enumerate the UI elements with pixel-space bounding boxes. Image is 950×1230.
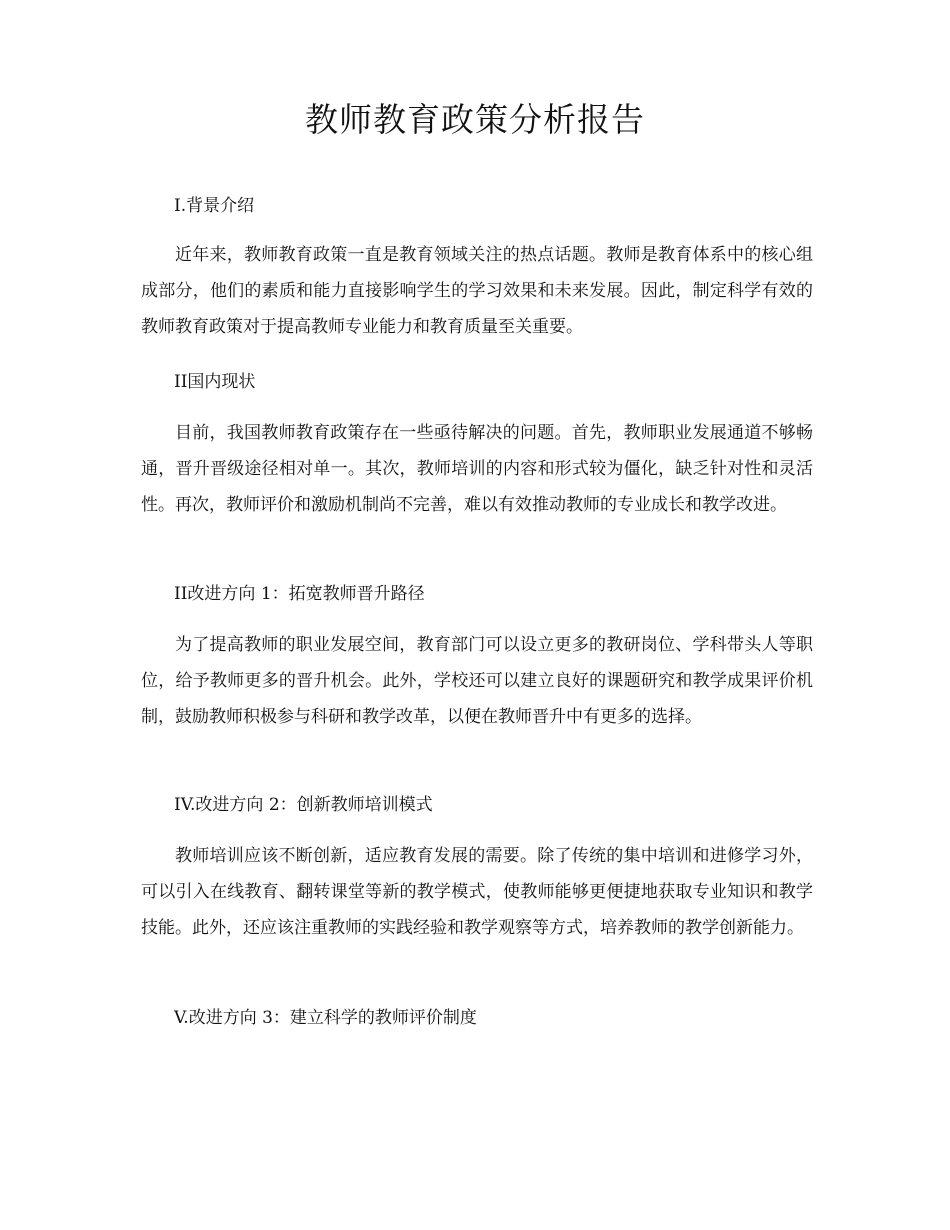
section-body-direction-1: 为了提高教师的职业发展空间，教育部门可以设立更多的教研岗位、学科带头人等职位，给予教师更多的晋升机会。此外，学校还可以建立良好的课题研究和教学成果评价机制，鼓励教师积极参与科研和教学改革，以便在教师晋升中有更多的选择。: [141, 635, 813, 728]
section-body-domestic-status: 目前，我国教师教育政策存在一些亟待解决的问题。首先，教师职业发展通道不够畅通，晋升晋级途径相对单一。其次，教师培训的内容和形式较为僵化，缺乏针对性和灵活性。再次，教师评价和激励机制尚不完善，难以有效推动教师的专业成长和教学改进。: [141, 423, 813, 516]
page-title: 教师教育政策分析报告: [305, 100, 645, 139]
section-body-direction-2: 教师培训应该不断创新，适应教育发展的需要。除了传统的集中培训和进修学习外，可以引入在线教育、翻转课堂等新的教学模式，使教师能够更便捷地获取专业知识和教学技能。此外，还应该注重教师的实践经验和教学观察等方式，培养教师的教学创新能力。: [141, 846, 813, 939]
section-heading-direction-3: V.改进方向 3：建立科学的教师评价制度: [174, 1008, 477, 1028]
section-heading-direction-1: II改进方向 1：拓宽教师晋升路径: [174, 584, 425, 604]
section-heading-direction-2: IV.改进方向 2：创新教师培训模式: [174, 795, 433, 815]
section-heading-domestic-status: II国内现状: [174, 372, 256, 392]
section-body-background: 近年来，教师教育政策一直是教育领域关注的热点话题。教师是教育体系中的核心组成部分，他们的素质和能力直接影响学生的学习效果和未来发展。因此，制定科学有效的教师教育政策对于提高教师专业能力和教育质量至关重要。: [141, 245, 813, 338]
section-heading-background: I.背景介绍: [174, 196, 255, 216]
